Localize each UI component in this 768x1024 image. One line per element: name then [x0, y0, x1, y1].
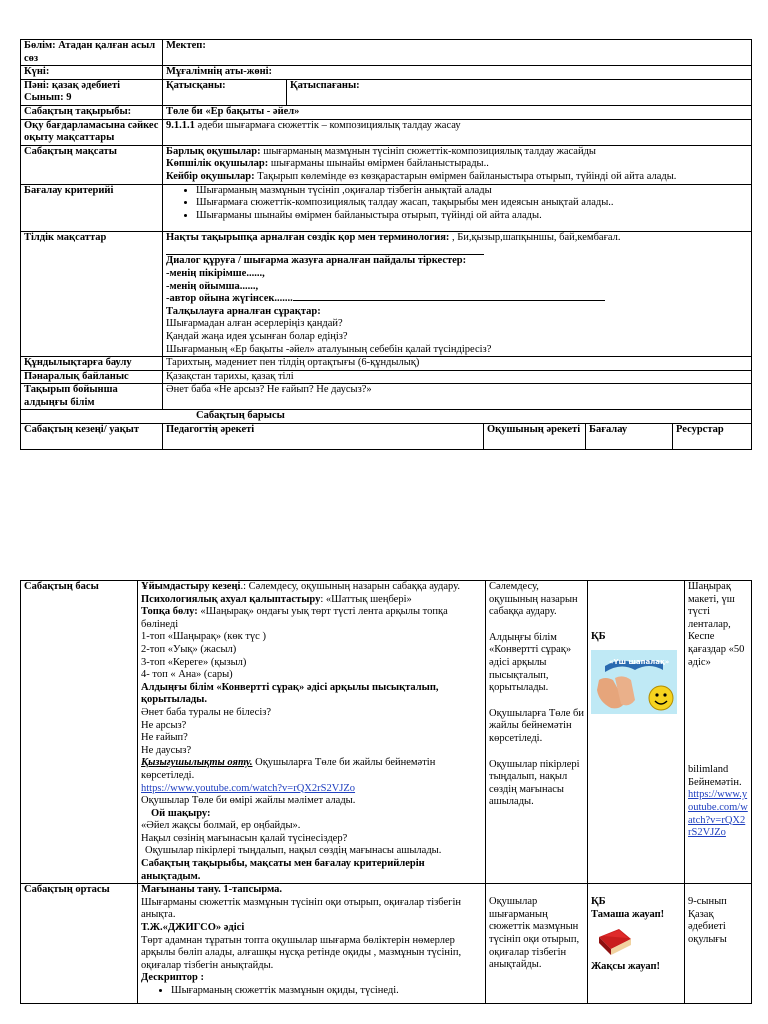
cross-text: Қазақстан тарихы, қазақ тілі	[163, 370, 752, 384]
group-item: 3-топ «Кереге» (қызыл)	[141, 656, 247, 668]
date-label: Күні:	[21, 66, 163, 80]
group-item: 1-топ «Шаңырақ» (көк түс )	[141, 631, 266, 643]
resources-text: 9-сынып Қазақ әдебиеті оқулығы	[688, 896, 727, 946]
criteria-label: Бағалау критерийі	[21, 184, 163, 231]
subject-grade	[21, 79, 163, 105]
praise-2: Жақсы жауап!	[591, 961, 661, 973]
lang-vocab-lead: Нақты тақырыпқа арналған сөздік қор мен терминология:	[166, 231, 450, 243]
objectives-code: 9.1.1.1	[166, 119, 195, 131]
phrase: -автор ойына жүгінсек.......	[166, 293, 293, 305]
header-resources: Ресурстар	[673, 424, 752, 450]
stage-start: Сабақтың басы	[21, 581, 138, 884]
student-text: Оқушылар шығарманың сюжеттік мазмұнын түсініп оқи отырып, оқиғалар тізбегін анықтайды.	[489, 896, 580, 971]
group-lead: Топқа бөлу:	[141, 606, 198, 618]
book-icon	[595, 923, 635, 959]
prior-question: Әнет баба туралы не білесіз?	[141, 706, 272, 718]
resources-link[interactable]: https://www.youtube.com/watch?v=rQX2rS2VJZo	[688, 789, 748, 839]
descriptor-title: Дескриптор :	[141, 972, 205, 984]
quote-question: Нақыл сөзінің мағынасын қалай түсінесіздер?	[141, 832, 348, 844]
aim-text: шығарманың мазмұнын түсініп сюжеттік-композициялық талдау жасайды	[260, 145, 596, 157]
mid-resources-cell	[685, 884, 752, 1004]
header-student: Оқушының әрекеті	[484, 424, 586, 450]
announce: Сабақтың тақырыбы, мақсаты мен бағалау критерийлерін анықтадым.	[141, 858, 425, 882]
lesson-flow-table	[20, 580, 752, 1004]
aim-lead: Көпшілік оқушылар:	[166, 158, 269, 170]
video-link[interactable]: https://www.youtube.com/watch?v=rQX2rS2VJZo	[141, 782, 356, 794]
lang-cell	[163, 231, 752, 356]
quote: «Әйел жақсы болмай, ер оңбайды».	[141, 820, 301, 832]
objectives-label: Оқу бағдарламасына сәйкес оқыту мақсаттары	[21, 119, 163, 145]
aim-lead: Барлық оқушылар:	[166, 145, 261, 157]
org-line	[141, 581, 482, 594]
criteria-cell	[163, 184, 752, 231]
resources-text: Шаңырақ макеті, үш түсті ленталар, Кеспе қағаздар «50 әдіс»	[688, 581, 745, 668]
applause-image	[591, 650, 677, 714]
phrase: -менің ойымша......,	[166, 280, 259, 292]
wake-lead: Қызығушылықты ояту.	[141, 757, 253, 769]
method-title: Т.Ж.«ДЖИГСО» әдісі	[141, 922, 245, 934]
aims-label: Сабақтың мақсаты	[21, 145, 163, 184]
prior-question: Не арсыз?	[141, 719, 187, 731]
lang-vocab	[166, 232, 748, 245]
psy-lead: Психологиялық ахуал қалыптастыру	[141, 593, 321, 605]
present-label: Қатысқаны:	[163, 79, 287, 105]
resources-text: bilimland Бейнемәтін.	[688, 764, 742, 788]
mid-teacher-cell	[138, 884, 486, 1004]
student-text: Оқушыларға Төле би жайлы бейнемәтін көрсетіледі.	[489, 707, 584, 744]
mid-student-cell	[486, 884, 588, 1004]
phrase-row	[166, 293, 748, 306]
subject-label: Пәні: қазақ әдебиеті	[24, 79, 121, 91]
header-stage: Сабақтың кезеңі/ уақыт	[21, 424, 163, 450]
criteria-item: • Шығарманы шынайы өмірмен байланыстыра отырып, түйінді ой айта алады.	[196, 210, 748, 223]
mid-assess-cell	[588, 884, 685, 1004]
start-resources-cell	[685, 581, 752, 884]
prior-lead: Алдыңғы білім «Конвертті сұрақ» әдісі арқылы пысықталып, қорытылады.	[141, 681, 439, 706]
student-text: Оқушылар пікірлері тыңдалып, нақыл сөздің мағынасы ашылады.	[489, 758, 580, 808]
group-item: 2-топ «Уық» (жасыл)	[141, 643, 237, 655]
criteria-list	[166, 185, 748, 223]
prior-label: Тақырып бойынша алдыңғы білім	[21, 384, 163, 410]
aim-some	[166, 171, 748, 184]
descriptor-list	[141, 985, 482, 998]
task-text: Шығарманы сюжеттік мазмұнын түсініп оқи отырып, оқиғалар тізбегін анықта.	[141, 896, 462, 921]
grade-label: Сынып: 9	[24, 92, 72, 104]
descriptor-item: • Шығарманың сюжеттік мазмұнын оқиды, түсінеді.	[171, 985, 482, 998]
info-line: Оқушылар Төле би өмірі жайлы мәлімет алады.	[141, 795, 356, 807]
student-text: Алдыңғы білім «Конвертті сұрақ» әдісі арқылы пысықталып, қорытылады.	[489, 631, 572, 694]
start-teacher-cell	[138, 581, 486, 884]
blank-line	[166, 244, 484, 255]
lang-questions-lead: Талқылауға арналған сұрақтар:	[166, 305, 321, 317]
question: Шығарманың «Ер бақыты -әйел» аталуының себебін қалай түсіндіресіз?	[166, 343, 492, 355]
stage-middle: Сабақтың ортасы	[21, 884, 138, 1004]
absent-label: Қатыспағаны:	[287, 79, 752, 105]
student-text: Сәлемдесу, оқушының назарын сабаққа аудару.	[489, 581, 578, 618]
assess-label: ҚБ	[591, 631, 606, 642]
wake-text: Оқушыларға Төле би жайлы бейнемәтін көрсетіледі.	[141, 757, 436, 781]
method-text: Төрт адамнан тұратын топта оқушылар шығарма бөліктерін нөмерлер арқылы бөліп алады, алғашқы нұсқа ретінде оқиды , мазмұнын түсініп, оқиғалар тізбегін анықтайды.	[141, 934, 462, 971]
prior-question: Не даусыз?	[141, 744, 192, 756]
aims-cell	[163, 145, 752, 184]
think-lead: Ой шақыру:	[151, 807, 211, 819]
topic-value: Төле би «Ер бақыты - әйел»	[163, 105, 752, 119]
group-text: «Шаңырақ» ондағы уық төрт түсті лента арқылы топқа бөлінеді	[141, 606, 448, 630]
psy-line	[141, 594, 482, 607]
wake-line	[141, 757, 482, 782]
aim-all	[166, 146, 748, 159]
aim-most	[166, 158, 748, 171]
criteria-item: • Шығарманың мазмұнын түсініп ,оқиғалар тізбегін анықтай алады	[196, 185, 748, 198]
quote-note: Оқушылар пікірлері тыңдалып, нақыл сөздің мағынасы ашылады.	[145, 845, 442, 857]
objectives-value	[163, 119, 752, 145]
objectives-text: әдеби шығармаға сюжеттік – композициялық талдау жасау	[194, 119, 461, 131]
phrase: -менің пікірімше......,	[166, 267, 265, 279]
prior-question: Не ғайып?	[141, 732, 188, 744]
start-assess-cell	[588, 581, 685, 884]
applause-caption: «Үш шапалақ»	[609, 657, 670, 666]
header-assess: Бағалау	[586, 424, 673, 450]
aim-text: Тақырып көлеміндe өз көзқарастарын өмірмен байланыстыра отырып, түйінді ой айта алады.	[254, 170, 677, 182]
praise-1: Тамаша жауап!	[591, 908, 665, 920]
assess-label: ҚБ	[591, 896, 606, 908]
header-teacher: Педагогтің әрекеті	[163, 424, 484, 450]
group-item: 4- топ « Ана» (сары)	[141, 669, 233, 681]
start-student-cell	[486, 581, 588, 884]
lang-label: Тілдік мақсаттар	[21, 231, 163, 356]
values-text: Тарихтың, мәдениет пен тілдің ортақтығы (6-құндылық)	[163, 357, 752, 371]
aim-lead: Кейбір оқушылар:	[166, 170, 255, 182]
blank-line	[293, 300, 605, 301]
lang-vocab-text: , Би,қызыр,шапқыншы, бай,кембағал.	[449, 231, 621, 243]
teacher-label: Мұғалімнің аты-жөні:	[163, 66, 752, 80]
lesson-header-table	[20, 39, 752, 450]
org-lead: Ұйымдастыру кезеңі	[141, 581, 241, 592]
psy-text: : «Шаттық шеңбері»	[320, 593, 412, 605]
question: Шығармадан алған әсерлеріңіз қандай?	[166, 318, 343, 330]
progress-label-text: Сабақтың барысы	[196, 410, 285, 422]
lang-dialog-lead: Диалог құруға / шығарма жазуға арналған пайдалы тіркестер:	[166, 255, 467, 267]
task-title: Мағынаны тану. 1-тапсырма.	[141, 884, 283, 896]
aim-text: шығарманы шынайы өмірмен байланыстырады..	[268, 158, 489, 170]
criteria-item: • Шығармаға сюжеттік-композициялық талдау жасап, тақырыбы мен идеясын анықтай алады..	[196, 197, 748, 210]
org-text: .: Сәлемдесу, оқушының назарын сабаққа аудару.	[240, 581, 460, 592]
values-label: Құндылықтарға баулу	[21, 357, 163, 371]
school-label: Мектеп:	[163, 40, 752, 66]
section-label: Бөлім: Атадан қалған асыл сөз	[21, 40, 163, 66]
question: Қандай жаңа идея ұсынған болар едіңіз?	[166, 330, 348, 342]
topic-label: Сабақтың тақырыбы:	[21, 105, 163, 119]
progress-label	[21, 410, 752, 424]
prior-text: Әнет баба «Не арсыз? Не ғайып? Не даусыз?»	[163, 384, 752, 410]
group-line	[141, 606, 482, 631]
cross-label: Пәнаралық байланыс	[21, 370, 163, 384]
